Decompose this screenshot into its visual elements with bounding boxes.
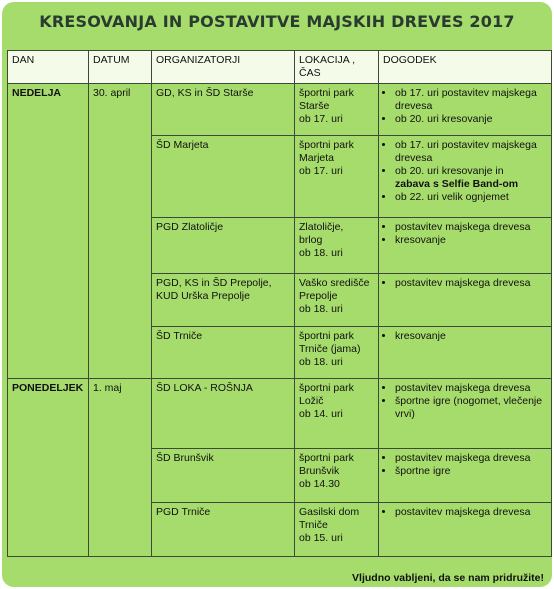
header-location: LOKACIJA , ČAS — [295, 51, 379, 84]
event-item: • kresovanje — [395, 330, 547, 343]
header-event: DOGODEK — [379, 51, 552, 84]
location-cell — [295, 136, 379, 218]
event-item: • postavitev majskega drevesa — [395, 506, 547, 519]
location-line: Zlatoličje, — [299, 221, 344, 233]
event-highlight: zabava s Selfie Band-om — [395, 178, 519, 190]
event-item: • ob 17. uri postavitev majskega drevesa — [395, 87, 547, 113]
location-line: Starše — [299, 100, 330, 112]
header-organizers: ORGANIZATORJI — [152, 51, 295, 84]
organizer-cell: ŠD LOKA - ROŠNJA — [152, 379, 295, 449]
organizer-cell: ŠD Brunšvik — [152, 449, 295, 503]
location-line: ob 18. uri — [299, 303, 343, 315]
organizer-cell: ŠD Trniče — [152, 327, 295, 379]
location-line: športni park — [299, 139, 354, 151]
footer-invitation: Vljudno vabljeni, da se nam pridružite! — [352, 572, 544, 584]
location-line: Gasilski dom — [299, 506, 360, 518]
organizer-cell: ŠD Marjeta — [152, 136, 295, 218]
location-line: ob 15. uri — [299, 532, 343, 544]
events-cell — [379, 84, 552, 136]
events-cell — [379, 503, 552, 557]
location-line: ob 14.30 — [299, 478, 340, 490]
location-line: brlog — [299, 234, 323, 246]
organizer-cell: PGD Zlatoličje — [152, 218, 295, 274]
event-item: • postavitev majskega drevesa — [395, 382, 547, 395]
events-cell — [379, 327, 552, 379]
location-line: ob 18. uri — [299, 356, 343, 368]
header-date: DATUM — [89, 51, 152, 84]
location-line: ob 18. uri — [299, 247, 343, 259]
location-line: Vaško središče — [299, 277, 370, 289]
event-item: • postavitev majskega drevesa — [395, 221, 547, 234]
date-cell: 1. maj — [89, 379, 152, 557]
header-day: DAN — [8, 51, 89, 84]
location-line: Ložič — [299, 395, 324, 407]
event-poster — [2, 2, 552, 587]
event-item: • ob 22. uri velik ognjemet — [395, 191, 547, 204]
date-cell: 30. april — [89, 84, 152, 379]
event-item: • kresovanje — [395, 234, 547, 247]
table-header-row — [8, 51, 552, 84]
location-line: Prepolje — [299, 290, 338, 302]
location-line: Brunšvik — [299, 465, 340, 477]
location-line: športni park — [299, 330, 354, 342]
events-cell — [379, 274, 552, 327]
event-item: • športne igre — [395, 465, 547, 478]
location-line: ob 17. uri — [299, 165, 343, 177]
event-item: • postavitev majskega drevesa — [395, 452, 547, 465]
table-row — [8, 84, 552, 136]
organizer-cell: GD, KS in ŠD Starše — [152, 84, 295, 136]
event-item: • ob 17. uri postavitev majskega drevesa — [395, 139, 547, 165]
events-cell — [379, 449, 552, 503]
location-cell — [295, 449, 379, 503]
location-line: Trniče (jama) — [299, 343, 361, 355]
location-cell — [295, 379, 379, 449]
location-line: športni park — [299, 452, 354, 464]
day-cell: NEDELJA — [8, 84, 89, 379]
poster-title: KRESOVANJA IN POSTAVITVE MAJSKIH DREVES 2017 — [39, 12, 515, 31]
location-cell — [295, 218, 379, 274]
event-item: • ob 20. uri kresovanje — [395, 113, 547, 126]
organizer-cell: PGD, KS in ŠD Prepolje, KUD Urška Prepolje — [152, 274, 295, 327]
event-item — [395, 165, 547, 191]
events-cell — [379, 136, 552, 218]
event-text: ob 20. uri kresovanje in — [395, 165, 504, 177]
events-cell — [379, 218, 552, 274]
location-cell — [295, 503, 379, 557]
location-line: ob 17. uri — [299, 113, 343, 125]
event-item: • športne igre (nogomet, vlečenje vrvi) — [395, 395, 547, 421]
event-item: • postavitev majskega drevesa — [395, 277, 547, 290]
location-cell — [295, 84, 379, 136]
location-line: Marjeta — [299, 152, 335, 164]
location-line: športni park — [299, 87, 354, 99]
location-cell — [295, 274, 379, 327]
events-cell — [379, 379, 552, 449]
location-line: športni park — [299, 382, 354, 394]
location-line: Trniče — [299, 519, 328, 531]
table-row — [8, 379, 552, 449]
location-line: ob 14. uri — [299, 408, 343, 420]
location-cell — [295, 327, 379, 379]
organizer-cell: PGD Trniče — [152, 503, 295, 557]
schedule-table — [7, 50, 552, 557]
day-cell: PONEDELJEK — [8, 379, 89, 557]
